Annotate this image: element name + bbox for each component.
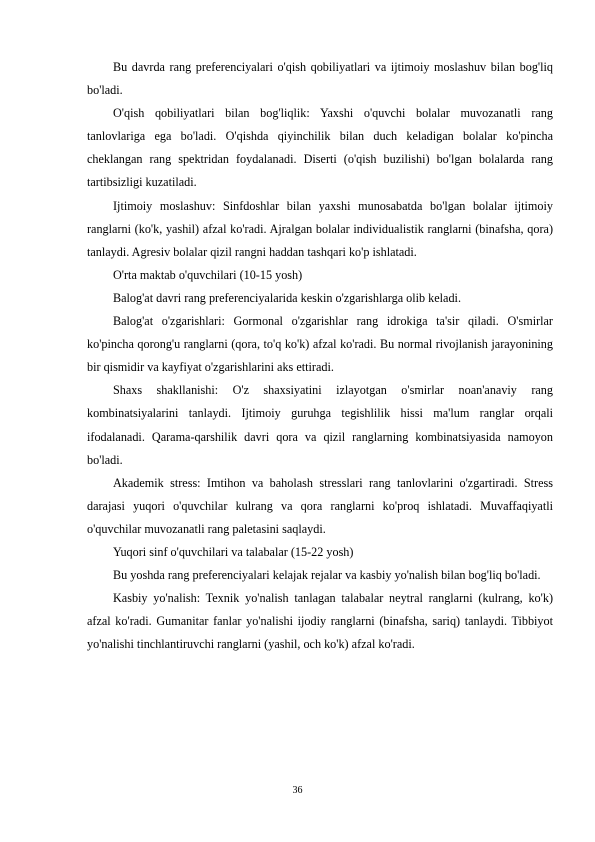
paragraph: Balog'at o'zgarishlari: Gormonal o'zgarishlar rang idrokiga ta'sir qiladi. O'smirlar ko'pincha qorong'u ranglarni (qora, to'q ko'k) afzal ko'radi. Bu normal rivojlanish jarayonining bir qismidir va kayfiyat o'zgarishlarini aks ettiradi.	[87, 314, 553, 375]
paragraph: Bu davrda rang preferenciyalari o'qish qobiliyatlari va ijtimoiy moslashuv bilan bog'liq bo'ladi.	[87, 60, 553, 98]
paragraph: Balog'at davri rang preferenciyalarida keskin o'zgarishlarga olib keladi.	[113, 290, 461, 305]
paragraph: Shaxs shakllanishi: O'z shaxsiyatini izlayotgan o'smirlar noan'anaviy rang kombinatsiyalarini tanlaydi. Ijtimoiy guruhga tegishlilik hissi ma'lum ranglar orqali ifodalanadi. Qarama-qarshilik davri qora va qizil ranglarning kombinatsiyasida namoyon bo'ladi.	[87, 383, 553, 467]
page-number: 36	[292, 785, 303, 796]
body-text	[87, 56, 553, 656]
paragraph: Kasbiy yo'nalish: Texnik yo'nalish tanlagan talabalar neytral ranglarni (kulrang, ko'k) afzal ko'radi. Gumanitar fanlar yo'nalishi ijodiy ranglarni (binafsha, sariq) tanlaydi. Tibbiyot yo'nalishi tinchlantiruvchi ranglarni (yashil, och ko'k) afzal ko'radi.	[87, 591, 553, 652]
paragraph: O'qish qobiliyatlari bilan bog'liqlik: Yaxshi o'quvchi bolalar muvozanatli rang tanlovlariga ega bo'ladi. O'qishda qiyinchilik bilan duch keladigan bolalar ko'pincha cheklangan rang spektridan foydalanadi. Diserti (o'qish buzilishi) bo'lgan bolalarda rang tartibsizligi kuzatiladi.	[87, 106, 553, 190]
section-heading: O'rta maktab o'quvchilari (10-15 yosh)	[113, 267, 303, 282]
paragraph: Bu yoshda rang preferenciyalari kelajak rejalar va kasbiy yo'nalish bilan bog'liq bo'ladi.	[113, 568, 541, 583]
paragraph: Akademik stress: Imtihon va baholash stresslari rang tanlovlarini o'zgartiradi. Stress darajasi yuqori o'quvchilar kulrang va qora ranglarni ko'proq ishlatadi. Muvaffaqiyatli o'quvchilar muvozanatli rang paletasini saqlaydi.	[87, 475, 553, 536]
section-heading: Yuqori sinf o'quvchilari va talabalar (15-22 yosh)	[113, 544, 354, 559]
paragraph: Ijtimoiy moslashuv: Sinfdoshlar bilan yaxshi munosabatda bo'lgan bolalar ijtimoiy ranglarni (ko'k, yashil) afzal ko'radi. Ajralgan bolalar individualistik ranglarni (binafsha, qora) tanlaydi. Agresiv bolalar qizil rangni haddan tashqari ko'p ishlatadi.	[87, 198, 553, 259]
